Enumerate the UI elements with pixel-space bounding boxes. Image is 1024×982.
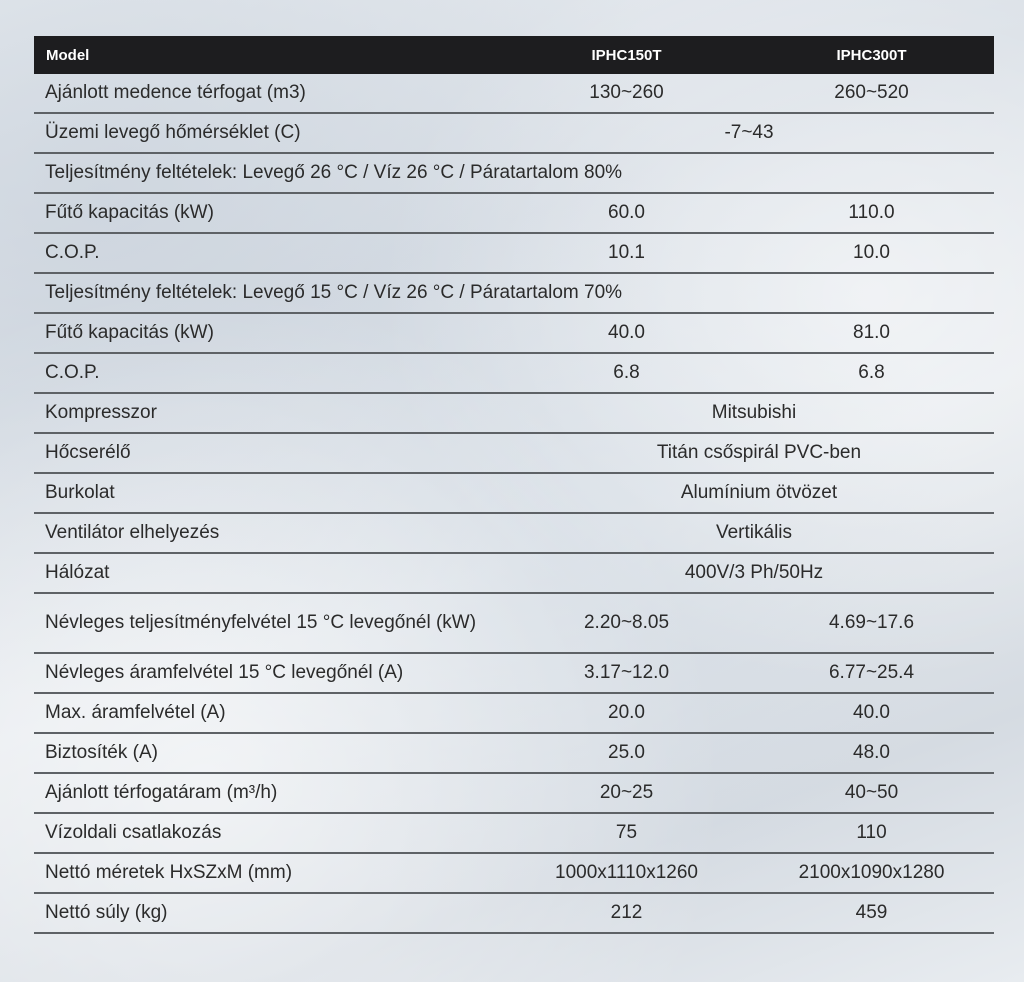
value-model-a: 25.0: [608, 742, 645, 763]
table-row-weight: [34, 894, 994, 934]
value-model-a: 20.0: [608, 702, 645, 723]
row-label: Kompresszor: [45, 402, 157, 423]
conditions-label: Teljesítmény feltételek: Levegő 26 °C / Víz 26 °C / Páratartalom 80%: [45, 162, 623, 183]
table-row-dimensions: [34, 854, 994, 894]
row-label: Üzemi levegő hőmérséklet (C): [45, 122, 301, 143]
table-row-conditions-2: [34, 274, 994, 314]
row-label: Burkolat: [45, 482, 115, 503]
header-model-b: IPHC300T: [836, 46, 907, 64]
value-shared: Alumínium ötvözet: [680, 482, 838, 503]
row-label: Max. áramfelvétel (A): [45, 702, 226, 723]
value-model-b: 110: [856, 822, 887, 843]
value-shared: Vertikális: [715, 522, 793, 543]
conditions-label: Teljesítmény feltételek: Levegő 15 °C / Víz 26 °C / Páratartalom 70%: [45, 282, 623, 303]
value-model-b: 10.0: [853, 242, 890, 263]
value-model-a: 60.0: [608, 202, 645, 223]
table-header: [34, 36, 994, 74]
row-label: Nettó súly (kg): [45, 902, 168, 923]
row-label: Ventilátor elhelyezés: [45, 522, 220, 543]
table-row-air-temp: [34, 114, 994, 154]
table-row-cop-2: [34, 354, 994, 394]
header-model-label: Model: [46, 46, 90, 64]
value-model-b: 459: [855, 902, 888, 923]
row-label: Hálózat: [45, 562, 110, 583]
table-row-max-current: [34, 694, 994, 734]
table-row-heating-capacity-2: [34, 314, 994, 354]
table-row-compressor: [34, 394, 994, 434]
value-model-a: 10.1: [608, 242, 645, 263]
value-model-a: 1000x1110x1260: [555, 862, 698, 883]
value-model-a: 6.8: [613, 362, 640, 383]
value-model-a: 75: [615, 822, 638, 843]
table-row-conditions-1: [34, 154, 994, 194]
header-model-a: IPHC150T: [591, 46, 662, 64]
table-row-heating-capacity-1: [34, 194, 994, 234]
row-label: Vízoldali csatlakozás: [45, 822, 222, 843]
value-model-a: 20~25: [599, 782, 654, 803]
value-shared: Titán csőspirál PVC-ben: [656, 442, 862, 463]
value-model-a: 40.0: [608, 322, 645, 343]
value-model-b: 6.77~25.4: [828, 662, 915, 683]
row-label: Fűtő kapacitás (kW): [45, 202, 214, 223]
value-model-a: 212: [610, 902, 643, 923]
table-row-power-supply: [34, 554, 994, 594]
value-model-b: 81.0: [853, 322, 890, 343]
value-model-b: 40.0: [853, 702, 890, 723]
value-model-b: 2100x1090x1280: [798, 862, 945, 883]
row-label: Fűtő kapacitás (kW): [45, 322, 214, 343]
value-shared: 400V/3 Ph/50Hz: [684, 562, 824, 583]
value-shared: -7~43: [724, 122, 774, 143]
row-label: Ajánlott térfogatáram (m³/h): [45, 782, 278, 803]
row-label: C.O.P.: [45, 242, 100, 263]
row-label: Névleges teljesítményfelvétel 15 °C levegőnél (kW): [45, 612, 477, 633]
table-row-casing: [34, 474, 994, 514]
table-row-heat-exchanger: [34, 434, 994, 474]
value-model-b: 4.69~17.6: [828, 612, 915, 633]
value-model-b: 48.0: [853, 742, 890, 763]
table-row-current-input: [34, 654, 994, 694]
table-row-fuse: [34, 734, 994, 774]
table-row-power-input: [34, 594, 994, 654]
value-model-a: 2.20~8.05: [583, 612, 670, 633]
value-model-b: 6.8: [858, 362, 885, 383]
table-row-water-connection: [34, 814, 994, 854]
table-row-pool-volume: [34, 74, 994, 114]
value-model-b: 110.0: [848, 202, 895, 223]
row-label: Biztosíték (A): [45, 742, 158, 763]
row-label: Ajánlott medence térfogat (m3): [45, 82, 306, 103]
value-model-b: 260~520: [834, 82, 909, 103]
row-label: Nettó méretek HxSZxM (mm): [45, 862, 293, 883]
row-label: C.O.P.: [45, 362, 100, 383]
spec-table: [34, 36, 994, 934]
value-model-a: 3.17~12.0: [583, 662, 670, 683]
value-model-a: 130~260: [589, 82, 664, 103]
row-label: Névleges áramfelvétel 15 °C levegőnél (A): [45, 662, 404, 683]
value-shared: Mitsubishi: [711, 402, 797, 423]
table-row-cop-1: [34, 234, 994, 274]
table-row-fan: [34, 514, 994, 554]
row-label: Hőcserélő: [45, 442, 131, 463]
value-model-b: 40~50: [844, 782, 899, 803]
table-row-flow-rate: [34, 774, 994, 814]
